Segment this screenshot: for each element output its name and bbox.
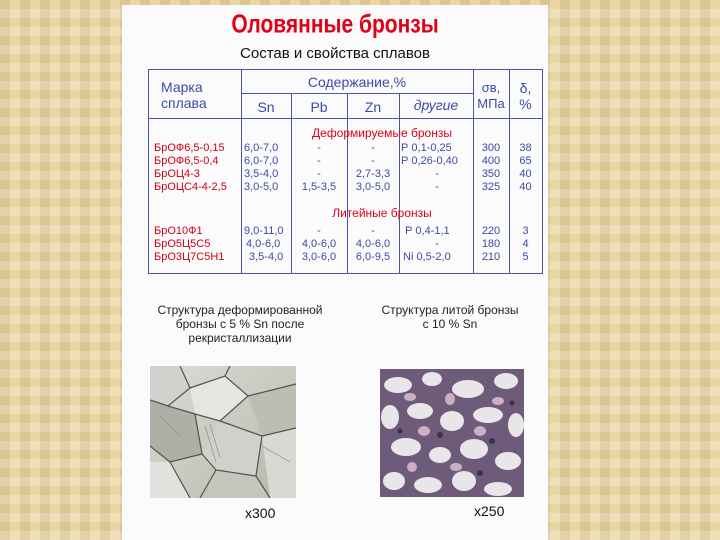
cell-zn: - (371, 155, 375, 167)
cell-pb: 4,0-6,0 (301, 238, 337, 250)
table-divider (149, 118, 542, 119)
cell-grade: БрО5Ц5С5 (154, 238, 211, 250)
cell-delta: 65 (519, 155, 532, 167)
cell-delta: 40 (519, 168, 532, 180)
caption-right (360, 303, 540, 331)
magnification-left: x300 (245, 505, 276, 521)
cell-pb: - (317, 142, 321, 154)
slide (122, 5, 548, 540)
header-content: Содержание,% (307, 74, 407, 90)
caption-right-line2: с 10 % Sn (422, 317, 478, 331)
cell-delta: 3 (522, 225, 529, 237)
cell-sigma: 300 (481, 142, 501, 154)
cell-delta: 40 (519, 181, 532, 193)
header-sn: Sn (257, 99, 275, 115)
cell-zn: - (371, 225, 375, 237)
cell-other: - (435, 168, 439, 180)
caption-left-line1: Структура деформированной (157, 303, 323, 317)
cell-grade: БрОФ6,5-0,15 (154, 142, 225, 154)
cell-sn: 4,0-6,0 (246, 238, 281, 250)
cell-pb: 1,5-3,5 (301, 181, 337, 193)
cell-pb: 3,0-6,0 (301, 251, 337, 263)
cell-zn: 6,0-9,5 (355, 251, 391, 263)
grain-structure-image (150, 366, 296, 498)
cell-zn: 2,7-3,3 (355, 168, 391, 180)
cell-grade: БрОФ6,5-0,4 (154, 155, 219, 167)
cell-other: - (435, 238, 439, 250)
micrograph-cast (380, 369, 524, 497)
caption-left-line2: бронзы с 5 % Sn после (175, 317, 305, 331)
header-grade (161, 79, 236, 111)
header-grade-line2: сплава (161, 95, 207, 111)
cell-sn: 3,0-5,0 (244, 181, 279, 193)
cell-delta: 5 (522, 251, 529, 263)
micrograph-wrought (150, 366, 296, 498)
header-strength-unit: МПа (477, 96, 505, 111)
cell-grade: БрОЦС4-4-2,5 (154, 181, 227, 193)
cell-other: Ni 0,5-2,0 (403, 251, 451, 263)
cell-other: Р 0,4-1,1 (405, 225, 450, 237)
cell-zn: 3,0-5,0 (355, 181, 391, 193)
cell-other: Р 0,1-0,25 (401, 142, 452, 154)
caption-right-line1: Структура литой бронзы (381, 303, 519, 317)
cell-sigma: 180 (481, 238, 501, 250)
cell-sigma: 350 (481, 168, 501, 180)
caption-left-line3: рекристаллизации (188, 331, 292, 345)
table-divider (399, 93, 400, 273)
header-zn: Zn (364, 99, 382, 115)
slide-title: Оловянные бронзы (231, 10, 439, 39)
header-elongation-unit: % (519, 96, 532, 112)
cell-delta: 38 (519, 142, 532, 154)
slide-subtitle: Состав и свойства сплавов (240, 45, 430, 62)
cell-sn: 6,0-7,0 (244, 142, 279, 154)
header-other: другие (413, 97, 459, 113)
caption-left (140, 303, 340, 345)
cell-pb: - (317, 155, 321, 167)
cell-sigma: 220 (481, 225, 501, 237)
cell-grade: БрО3Ц7С5Н1 (154, 251, 225, 263)
cell-sn: 6,0-7,0 (244, 155, 279, 167)
cell-zn: 4,0-6,0 (355, 238, 391, 250)
table-divider (241, 93, 473, 94)
cell-grade: БрОЦ4-3 (154, 168, 200, 180)
section-wrought-title: Деформируемые бронзы (312, 126, 452, 140)
cell-sigma: 325 (481, 181, 501, 193)
cell-pb: - (317, 225, 321, 237)
header-strength (473, 80, 509, 112)
cell-other: Р 0,26-0,40 (401, 155, 458, 167)
dendritic-structure-image (380, 369, 524, 497)
alloy-table (148, 69, 543, 274)
cell-delta: 4 (522, 238, 529, 250)
cell-sigma: 210 (481, 251, 501, 263)
cell-sn: 9,0-11,0 (244, 225, 284, 237)
cell-sn: 3,5-4,0 (244, 168, 279, 180)
cell-sn: 3,5-4,0 (249, 251, 284, 263)
cell-grade: БрО10Ф1 (154, 225, 203, 237)
header-pb: Pb (310, 99, 328, 115)
cell-zn: - (371, 142, 375, 154)
section-cast-title: Литейные бронзы (332, 206, 432, 220)
header-grade-line1: Марка (161, 79, 203, 95)
header-elongation-symbol: δ, (519, 80, 532, 96)
header-strength-symbol: σв, (481, 80, 501, 95)
magnification-right: x250 (474, 503, 505, 519)
cell-sigma: 400 (481, 155, 501, 167)
cell-other: - (435, 181, 439, 193)
cell-pb: - (317, 168, 321, 180)
header-elongation (509, 80, 542, 112)
